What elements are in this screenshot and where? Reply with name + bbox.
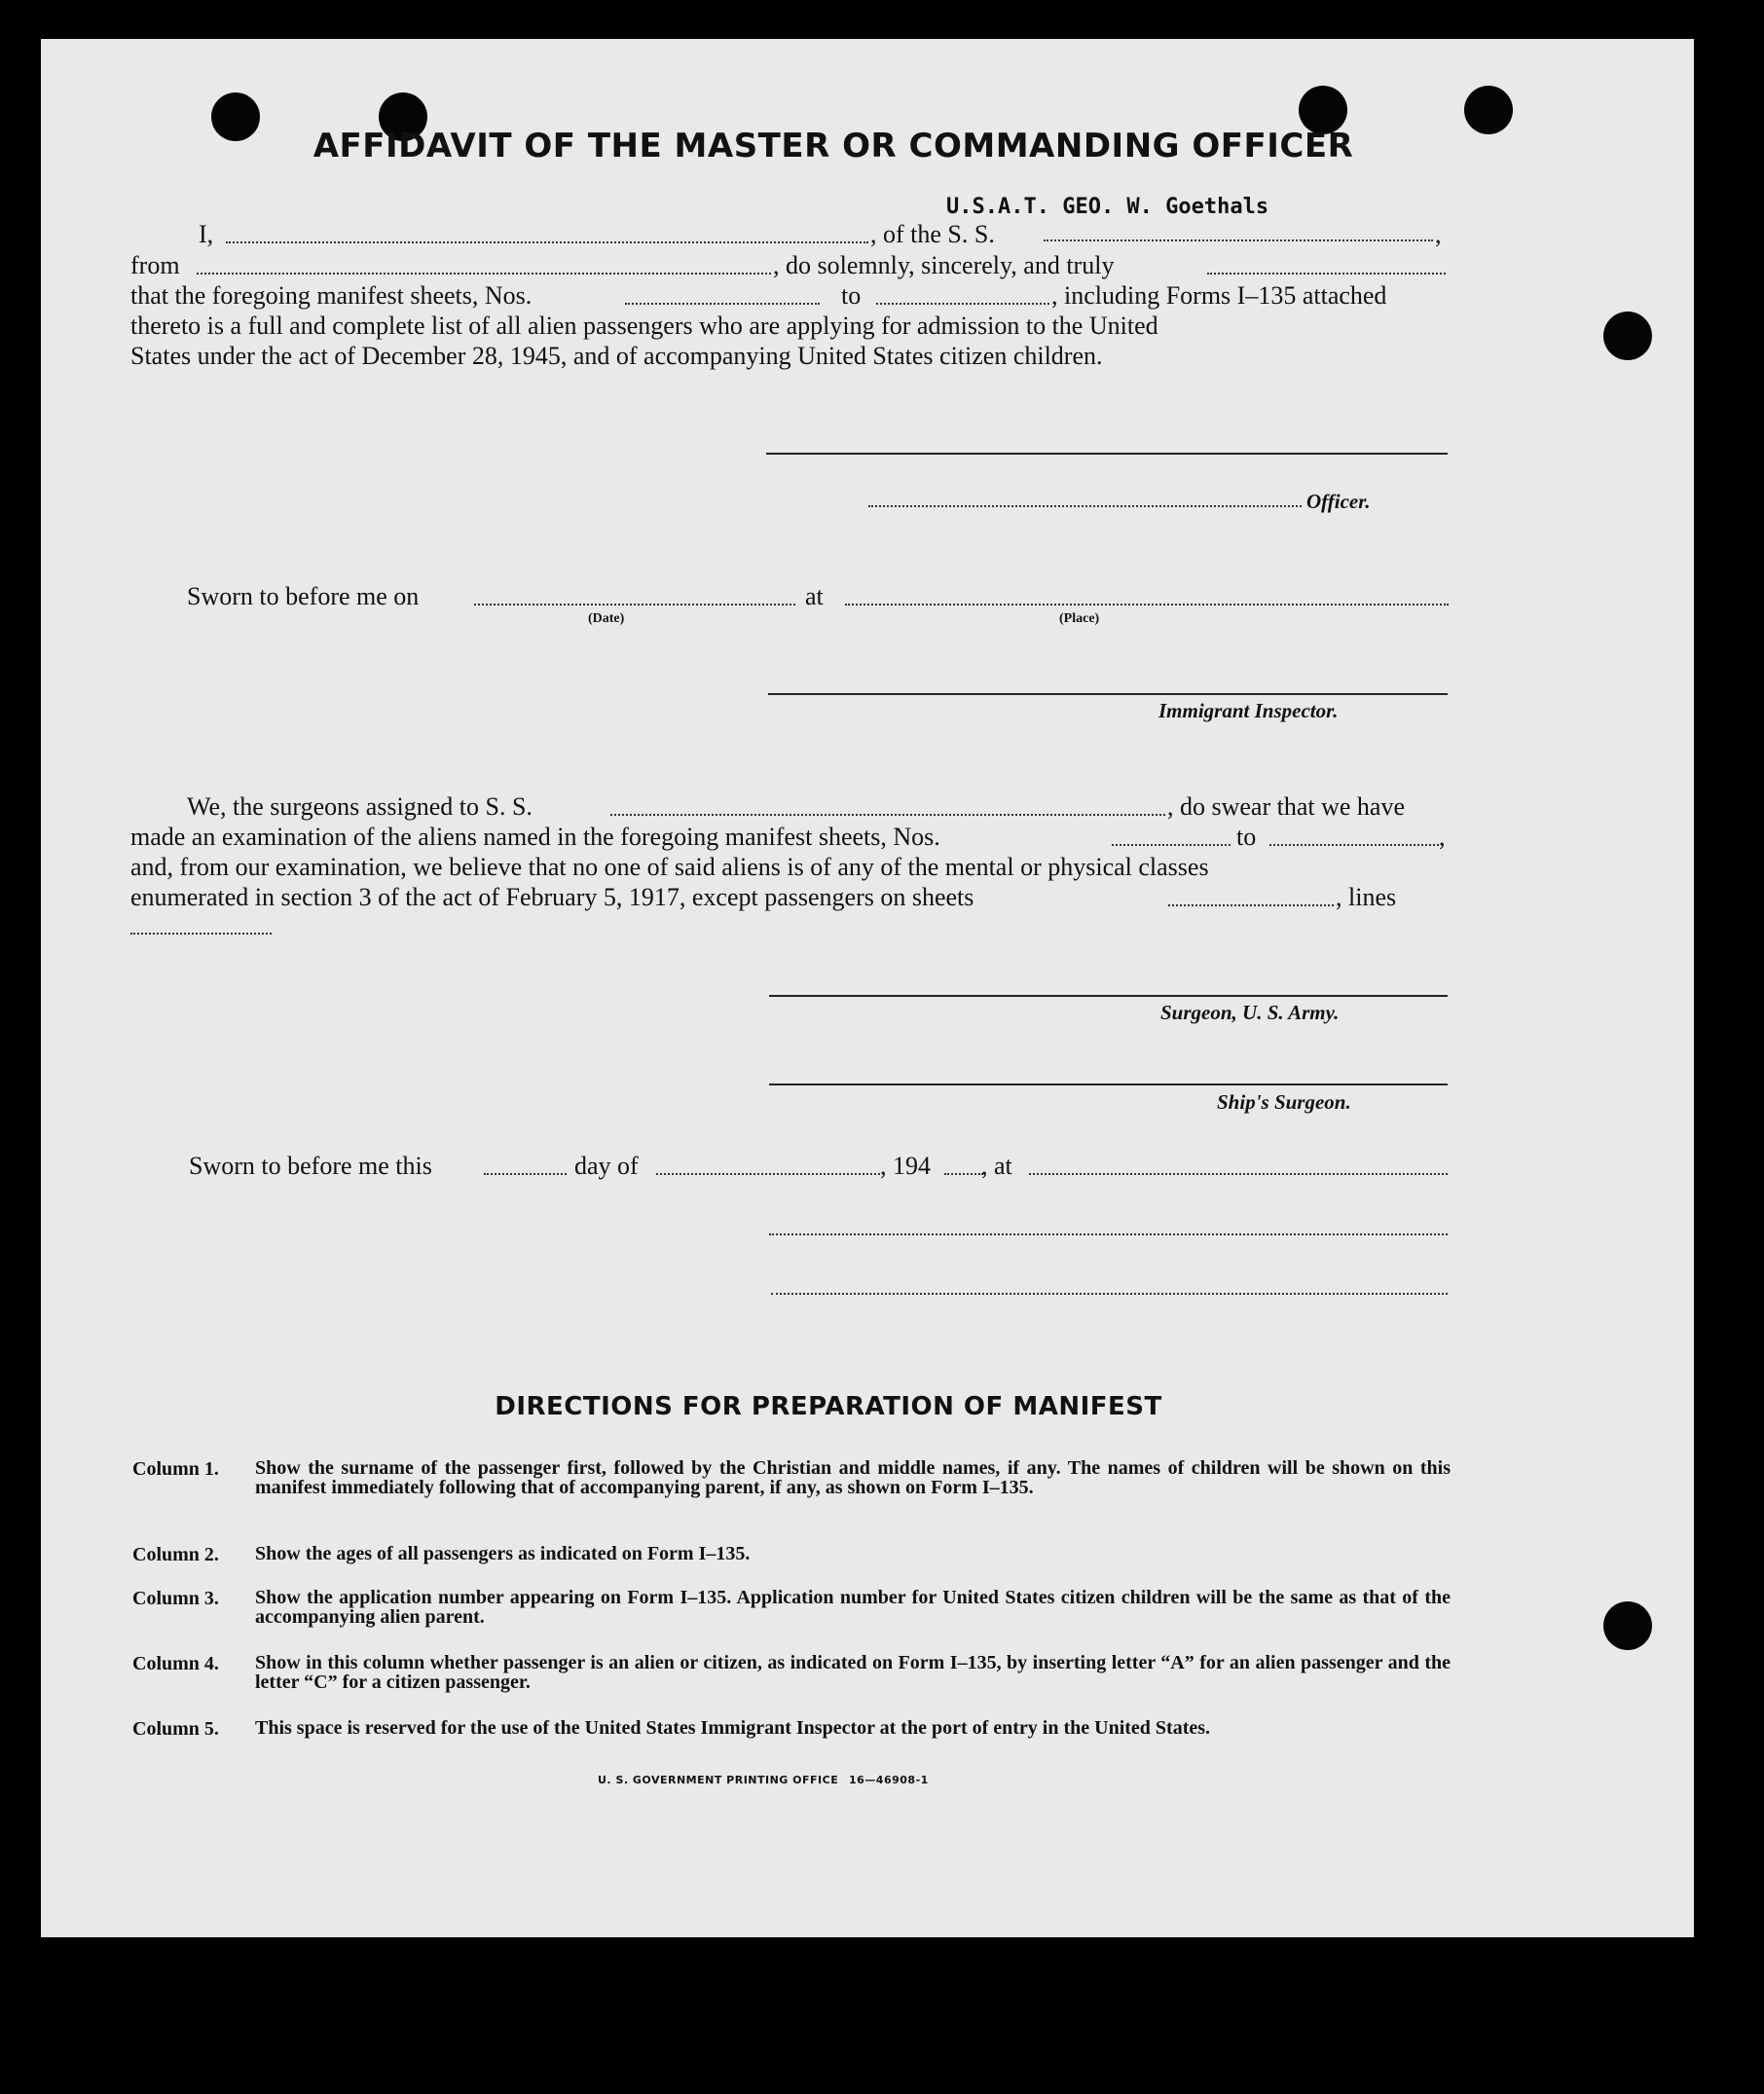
sworn2-year: , 194 — [880, 1152, 931, 1180]
ship-name-field[interactable] — [1044, 239, 1433, 241]
except-sheets-field[interactable] — [1168, 904, 1334, 906]
directions-title: DIRECTIONS FOR PREPARATION OF MANIFEST — [495, 1392, 1162, 1421]
column-5-label: Column 5. — [132, 1718, 219, 1740]
date-caption: (Date) — [588, 611, 625, 626]
surgeons-swear: , do swear that we have — [1167, 792, 1406, 821]
affidavit-line4: thereto is a full and complete list of all alien passengers who are applying for admission to the United — [130, 312, 1158, 340]
document-page — [41, 39, 1694, 1937]
sworn2-year-field[interactable] — [944, 1173, 983, 1175]
punch-hole — [1603, 312, 1652, 360]
ship-surgeon-signature-field[interactable] — [769, 1084, 1448, 1085]
sworn2-day-of: day of — [574, 1152, 639, 1180]
surgeons-sheets-from-field[interactable] — [1112, 844, 1231, 846]
affidavit-line1-end: , — [1435, 220, 1442, 248]
sworn-place-field[interactable] — [845, 604, 1449, 606]
affidavit-to: to — [841, 281, 862, 310]
sworn-date-field[interactable] — [474, 604, 795, 606]
signature-line[interactable] — [766, 453, 1448, 455]
sworn2-signature-field[interactable] — [769, 1233, 1448, 1235]
punch-hole — [1603, 1601, 1652, 1650]
column-3-label: Column 3. — [132, 1588, 219, 1609]
surgeons-line1: We, the surgeons assigned to S. S. — [187, 792, 533, 821]
surgeons-to: to — [1236, 823, 1257, 851]
surgeons-ship-field[interactable] — [610, 814, 1165, 816]
column-1-text: Show the surname of the passenger first, followed by the Christian and middle names, if any. The names of children will be shown on this manifest immediately following that of accompanying parent, if any, as shown on Form I–135. — [255, 1457, 1451, 1498]
affidavit-swear: , do solemnly, sincerely, and truly — [773, 251, 1115, 279]
sheets-from-field[interactable] — [625, 303, 820, 305]
affidavit-of-the-ss: , of the S. S. — [870, 220, 995, 248]
surgeons-line2: made an examination of the aliens named in the foregoing manifest sheets, Nos. — [130, 823, 940, 851]
sworn2-month-field[interactable] — [656, 1173, 880, 1175]
affidavit-title: AFFIDAVIT OF THE MASTER OR COMMANDING OFFICER — [312, 127, 1354, 165]
officer-signature-field[interactable] — [868, 505, 1302, 507]
column-1-label: Column 1. — [132, 1458, 219, 1480]
affidavit-from: from — [130, 251, 180, 279]
swear-field[interactable] — [1207, 273, 1446, 275]
column-2-label: Column 2. — [132, 1544, 219, 1565]
affidavit-i: I, — [199, 220, 214, 248]
ship-surgeon-caption: Ship's Surgeon. — [1217, 1090, 1351, 1114]
from-port-field[interactable] — [197, 273, 771, 275]
inspector-caption: Immigrant Inspector. — [1158, 699, 1339, 722]
surgeons-line3: and, from our examination, we believe that no one of said aliens is of any of the mental or physical classes — [130, 853, 1209, 881]
column-4-text: Show in this column whether passenger is an alien or citizen, as indicated on Form I–135, by inserting letter “A” for an alien passenger and the letter “C” for a citizen passenger. — [255, 1652, 1451, 1693]
sheets-to-field[interactable] — [876, 303, 1049, 305]
affidavit-sheets: that the foregoing manifest sheets, Nos. — [130, 281, 533, 310]
army-surgeon-caption: Surgeon, U. S. Army. — [1160, 1001, 1340, 1024]
surgeons-lines: , lines — [1336, 883, 1397, 911]
sworn2-at: , at — [981, 1152, 1012, 1180]
column-3-text: Show the application number appearing on Form I–135. Application number for United States citizen children will be the same as that of the accompanying alien parent. — [255, 1587, 1451, 1628]
column-2-text: Show the ages of all passengers as indicated on Form I–135. — [255, 1543, 751, 1564]
sworn2-text: Sworn to before me this — [189, 1152, 432, 1180]
officer-caption: Officer. — [1306, 490, 1371, 513]
sworn2-day-field[interactable] — [484, 1173, 567, 1175]
column-5-text: This space is reserved for the use of the United States Immigrant Inspector at the port of entry in the United States. — [255, 1717, 1211, 1739]
master-name-field[interactable] — [226, 241, 868, 243]
sworn2-place-field[interactable] — [1029, 1173, 1448, 1175]
inspector-signature-field[interactable] — [768, 693, 1448, 695]
surgeons-line2-end: , — [1439, 823, 1446, 851]
affidavit-including: , including Forms I–135 attached — [1051, 281, 1387, 310]
place-caption: (Place) — [1059, 611, 1100, 626]
surgeons-line4: enumerated in section 3 of the act of February 5, 1917, except passengers on sheets — [130, 883, 974, 911]
printer-imprint: U. S. GOVERNMENT PRINTING OFFICE — [598, 1774, 839, 1786]
ship-name-stamp: U.S.A.T. GEO. W. Goethals — [946, 195, 1269, 219]
army-surgeon-signature-field[interactable] — [769, 995, 1448, 997]
sworn2-title-field[interactable] — [771, 1293, 1448, 1295]
surgeons-sheets-to-field[interactable] — [1269, 844, 1439, 846]
sworn-text: Sworn to before me on — [187, 582, 420, 610]
form-code: 16—46908-1 — [849, 1774, 929, 1786]
column-4-label: Column 4. — [132, 1653, 219, 1674]
except-lines-field[interactable] — [130, 933, 272, 935]
affidavit-line5: States under the act of December 28, 1945, and of accompanying United States citizen children. — [130, 342, 1103, 370]
sworn-at: at — [805, 582, 824, 610]
